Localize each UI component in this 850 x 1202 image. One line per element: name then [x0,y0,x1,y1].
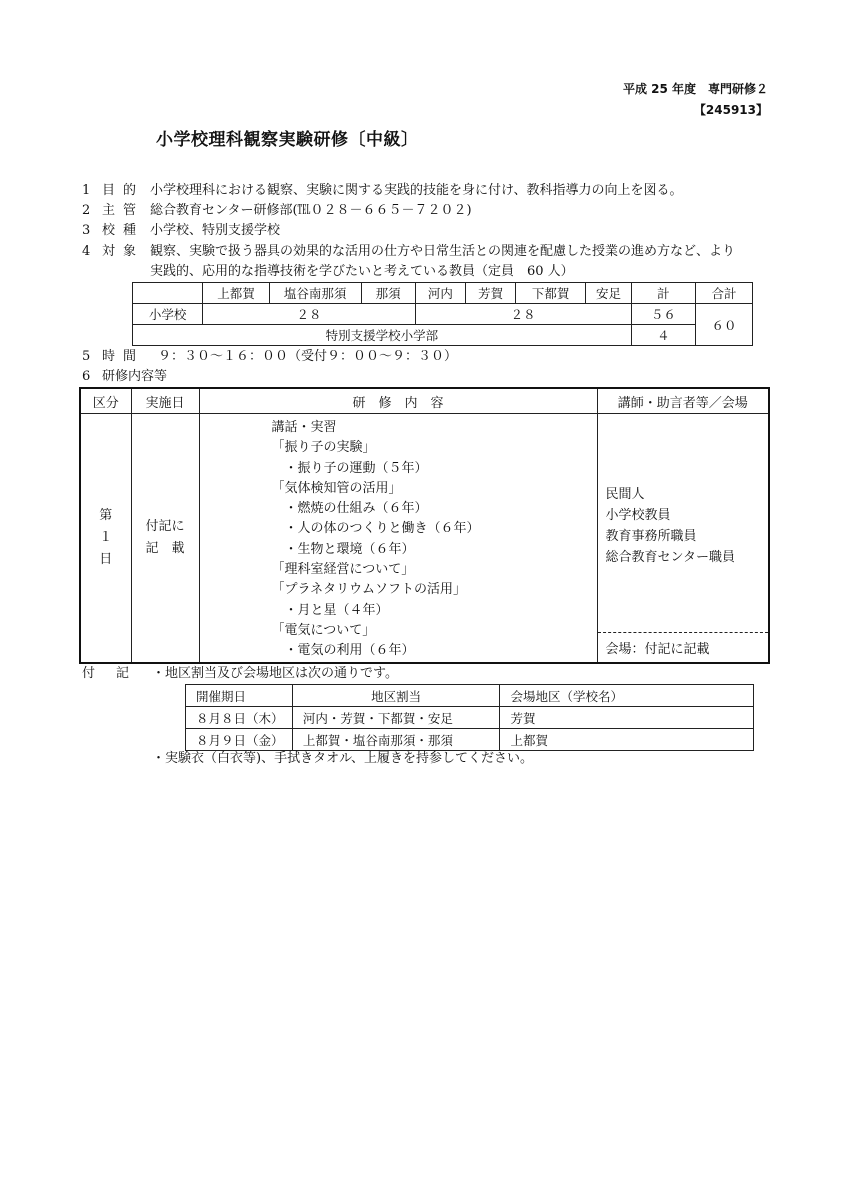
content-line: ・振り子の運動（５年） [271,460,428,476]
item-label: 研修内容等 [102,369,168,384]
content-line: 「気体検知管の活用」 [271,480,402,496]
quota-header-row [133,283,753,304]
item-organizer [82,201,472,221]
content-header-row [80,388,769,414]
date-cell [131,414,199,663]
quota-row-elementary [133,304,753,325]
quota-row-special [133,325,753,346]
venue-district: 河内・芳賀・下都賀・安足 [292,707,500,729]
venue-header-date: 開催期日 [186,685,293,707]
item-number: 2 [82,203,91,218]
lecturer-line: 民間人 [605,487,645,502]
quota-row-label: 小学校 [133,304,203,325]
item-time [82,347,457,367]
item-contents-heading [82,367,167,387]
item-number: 5 [82,349,91,364]
content-line: ・生物と環境（６年） [271,541,415,557]
item-label: 校種 [102,223,145,238]
quota-header-kamitsuga: 上都賀 [203,283,269,304]
day-cell [80,414,131,663]
item-label: 時間 [102,349,145,364]
quota-header-nasu: 那須 [361,283,415,304]
quota-header-shimotsuga: 下都賀 [515,283,585,304]
quota-header-shioyaminaminasu: 塩谷南那須 [269,283,361,304]
quota-header-blank [133,283,203,304]
page-title: 小学校理科観察実験研修〔中級〕 [156,130,419,150]
lecturer-cell [597,414,769,663]
item-number: 1 [82,183,91,198]
quota-header-ashi: 安足 [586,283,632,304]
content-header-lecturer: 講師・助言者等／会場 [597,388,769,414]
training-content-table [79,387,770,664]
quota-total: ６０ [695,304,752,346]
content-day1-row [80,414,769,663]
item-target [82,242,735,262]
venue-table [185,684,754,751]
venue-header-row [186,685,754,707]
quota-header-haga: 芳賀 [466,283,516,304]
item-number: 4 [82,244,91,259]
content-line: 「振り子の実験」 [271,440,376,456]
item-text: 小学校、特別支援学校 [150,223,281,238]
item-text: 小学校理科における観察、実験に関する実践的技能を身に付け、教科指導力の向上を図る。 [150,183,683,198]
day-char: １ [99,529,113,545]
content-line: 「電気について」 [271,622,376,638]
quota-row-sum: ５６ [631,304,695,325]
venue-row [186,729,754,751]
venue-date: ８月９日（金） [186,729,293,751]
content-line: ・人の体のつくりと働き（６年） [271,521,480,537]
notes-item-1: ・地区割当及び会場地区は次の通りです。 [152,666,398,681]
content-line: ・月と星（４年） [271,602,389,618]
content-cell [199,414,597,663]
lecturer-line: 小学校教員 [605,508,671,523]
content-line: 「理科室経営について」 [271,562,415,578]
item-label: 主管 [102,203,145,218]
venue-location: 芳賀 [500,707,754,729]
item-number: 6 [82,369,91,384]
venue-header-district: 地区割当 [292,685,500,707]
content-header-division: 区分 [80,388,131,414]
item-purpose [82,181,682,201]
day-char: 日 [99,551,113,567]
venue-text: 会場：付記に記載 [605,642,710,657]
item-number: 3 [82,223,91,238]
content-line: ・電気の利用（６年） [271,643,415,659]
lecturer-line: 教育事務所職員 [605,529,697,544]
content-header-date: 実施日 [131,388,199,414]
item-label: 目的 [102,183,145,198]
notes-item-2: ・実験衣（白衣等)、手拭きタオル、上履きを持参してください。 [152,751,534,766]
item-text: 観察、実験で扱う器具の効果的な活用の仕方や日常生活との関連を配慮した授業の進め方など、より [150,244,736,259]
course-code: 【245913】 [693,103,768,117]
venue-row [186,707,754,729]
date-line: 付記に [145,518,185,534]
venue-location: 上都賀 [500,729,754,751]
content-line: 講話・実習 [271,420,337,435]
venue-header-venue: 会場地区（学校名） [500,685,754,707]
quota-table [132,282,753,346]
quota-group2-value: ２８ [415,304,631,325]
item-text: ９：３０～１６：００（受付９：００～９：３０） [158,349,458,364]
lecturer-line: 総合教育センター職員 [605,550,735,565]
quota-row-label: 特別支援学校小学部 [133,325,632,346]
day-char: 第 [99,507,113,523]
venue-district: 上都賀・塩谷南那須・那須 [292,729,500,751]
item-school-type [82,221,280,241]
quota-row-sum: ４ [631,325,695,346]
content-line: ・燃焼の仕組み（６年） [271,501,428,517]
notes-label: 付 記 [82,666,134,681]
quota-header-kawachi: 河内 [415,283,466,304]
item-label: 対象 [102,244,145,259]
quota-group1-value: ２８ [203,304,415,325]
content-line: 「プラネタリウムソフトの活用」 [271,582,466,598]
quota-header-subtotal: 計 [631,283,695,304]
content-header-content: 研 修 内 容 [199,388,597,414]
venue-divider [598,632,769,633]
item-text: 総合教育センター研修部(℡０２８－６６５－７２０２) [150,203,472,218]
item-target-continued: 実践的、応用的な指導技術を学びたいと考えている教員（定員 60 人） [150,264,574,279]
fiscal-year-label: 平成 25 年度 専門研修２ [622,82,768,96]
quota-header-total: 合計 [695,283,752,304]
date-line: 記 載 [145,540,185,556]
venue-date: ８月８日（木） [186,707,293,729]
